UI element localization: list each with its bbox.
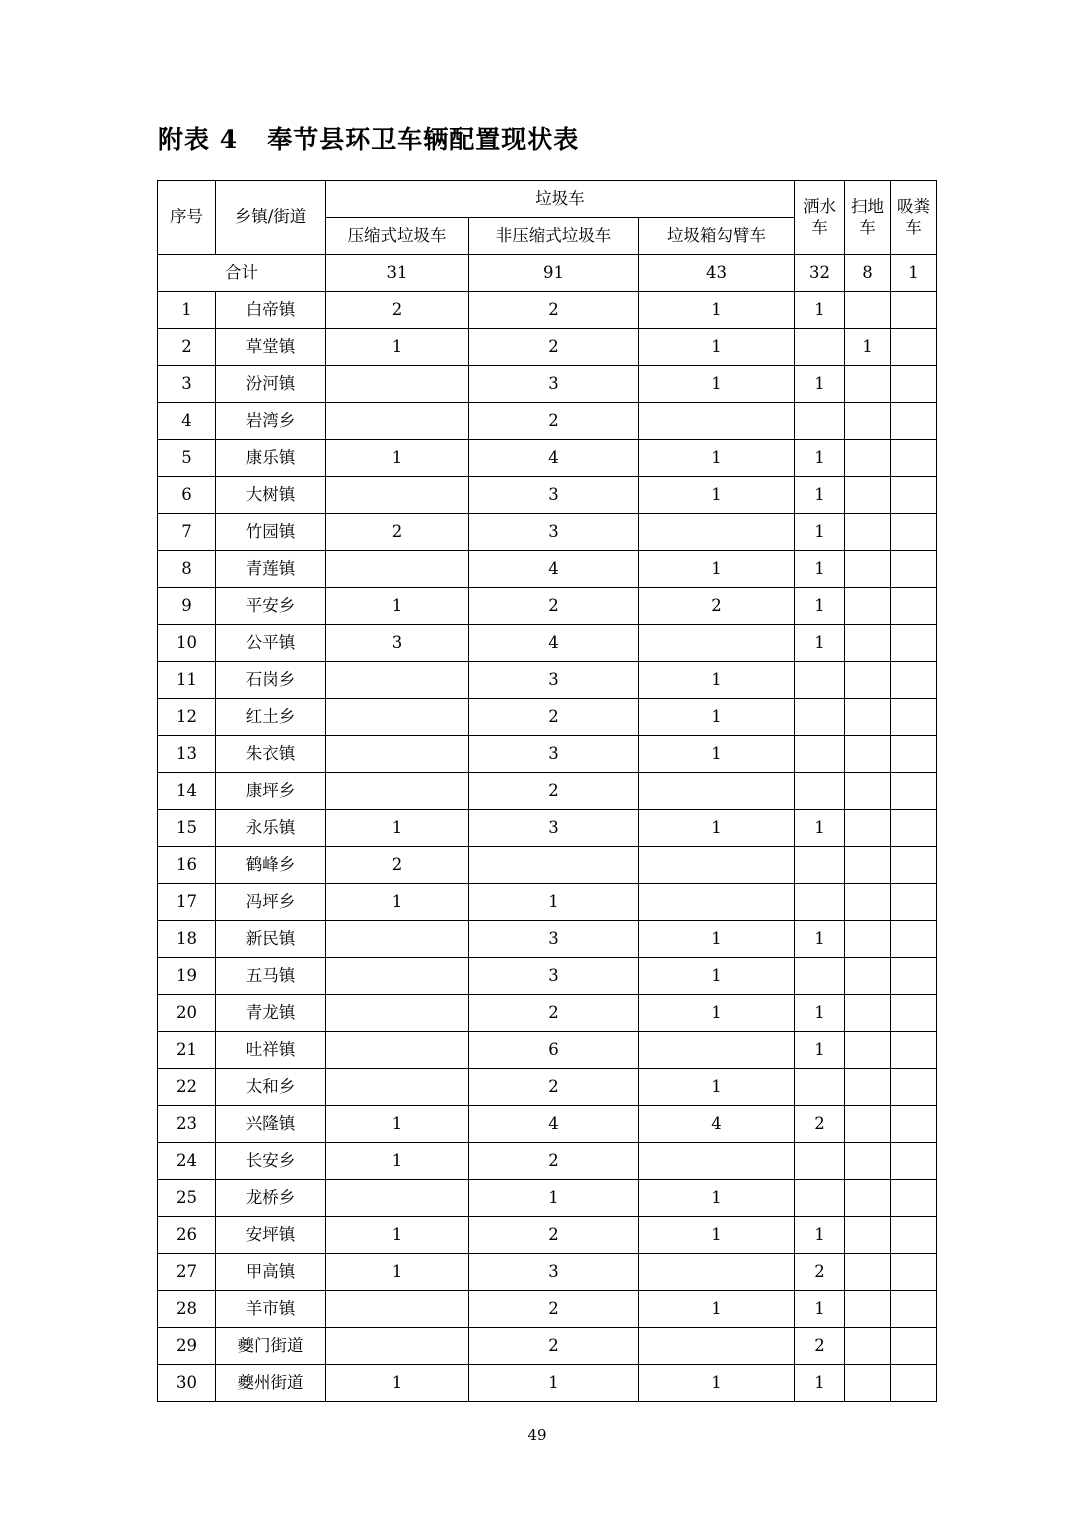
cell-hookarm [639, 1032, 795, 1069]
header-town: 乡镇/街道 [216, 181, 326, 255]
cell-noncompressed: 3 [469, 514, 639, 551]
cell-seq: 7 [158, 514, 216, 551]
cell-septic [891, 514, 937, 551]
table-row [158, 1069, 937, 1106]
cell-sweeper [845, 1254, 891, 1291]
cell-septic [891, 810, 937, 847]
table-row [158, 1143, 937, 1180]
cell-seq: 2 [158, 329, 216, 366]
total-sweeper: 8 [845, 255, 891, 292]
cell-septic [891, 773, 937, 810]
table-row [158, 1328, 937, 1365]
cell-septic [891, 736, 937, 773]
table-row [158, 292, 937, 329]
cell-seq: 30 [158, 1365, 216, 1402]
cell-water: 1 [795, 551, 845, 588]
cell-sweeper [845, 403, 891, 440]
cell-water: 1 [795, 995, 845, 1032]
cell-septic [891, 1106, 937, 1143]
cell-compressed [326, 921, 469, 958]
cell-sweeper: 1 [845, 329, 891, 366]
table-row [158, 1032, 937, 1069]
cell-water [795, 847, 845, 884]
cell-hookarm [639, 847, 795, 884]
cell-seq: 21 [158, 1032, 216, 1069]
header-sweeper-truck: 扫地车 [845, 181, 891, 255]
cell-compressed [326, 1032, 469, 1069]
table-row [158, 625, 937, 662]
cell-hookarm: 1 [639, 995, 795, 1032]
cell-hookarm: 1 [639, 440, 795, 477]
cell-water: 1 [795, 625, 845, 662]
cell-septic [891, 1217, 937, 1254]
cell-noncompressed: 4 [469, 440, 639, 477]
cell-septic [891, 1032, 937, 1069]
cell-town: 白帝镇 [216, 292, 326, 329]
cell-septic [891, 1291, 937, 1328]
cell-hookarm [639, 1254, 795, 1291]
cell-sweeper [845, 847, 891, 884]
cell-noncompressed: 3 [469, 958, 639, 995]
cell-hookarm [639, 884, 795, 921]
header-compressed-garbage-truck: 压缩式垃圾车 [326, 218, 469, 255]
cell-septic [891, 292, 937, 329]
cell-town: 红土乡 [216, 699, 326, 736]
cell-compressed: 1 [326, 810, 469, 847]
cell-town: 竹园镇 [216, 514, 326, 551]
cell-compressed [326, 1180, 469, 1217]
cell-septic [891, 921, 937, 958]
cell-town: 公平镇 [216, 625, 326, 662]
cell-compressed: 3 [326, 625, 469, 662]
cell-hookarm [639, 625, 795, 662]
cell-hookarm: 1 [639, 699, 795, 736]
cell-town: 岩湾乡 [216, 403, 326, 440]
cell-water: 1 [795, 477, 845, 514]
cell-seq: 29 [158, 1328, 216, 1365]
cell-water: 2 [795, 1106, 845, 1143]
cell-seq: 15 [158, 810, 216, 847]
cell-town: 冯坪乡 [216, 884, 326, 921]
cell-noncompressed: 2 [469, 773, 639, 810]
cell-water: 1 [795, 1291, 845, 1328]
cell-septic [891, 958, 937, 995]
cell-sweeper [845, 662, 891, 699]
cell-hookarm: 1 [639, 1180, 795, 1217]
cell-compressed [326, 1328, 469, 1365]
cell-noncompressed: 6 [469, 1032, 639, 1069]
cell-sweeper [845, 1180, 891, 1217]
cell-town: 五马镇 [216, 958, 326, 995]
cell-water [795, 1069, 845, 1106]
cell-sweeper [845, 884, 891, 921]
cell-compressed: 2 [326, 514, 469, 551]
cell-sweeper [845, 514, 891, 551]
cell-hookarm [639, 403, 795, 440]
cell-compressed: 1 [326, 588, 469, 625]
cell-water: 1 [795, 921, 845, 958]
header-septic-truck: 吸粪车 [891, 181, 937, 255]
page-number: 49 [527, 1426, 547, 1444]
table-row [158, 1217, 937, 1254]
table-header-row-1 [158, 181, 937, 218]
cell-sweeper [845, 292, 891, 329]
header-hook-arm-truck: 垃圾箱勾臂车 [639, 218, 795, 255]
cell-sweeper [845, 699, 891, 736]
table-row [158, 884, 937, 921]
cell-town: 安坪镇 [216, 1217, 326, 1254]
table-row [158, 995, 937, 1032]
cell-noncompressed: 2 [469, 1291, 639, 1328]
cell-noncompressed: 2 [469, 1217, 639, 1254]
table-row [158, 736, 937, 773]
cell-seq: 6 [158, 477, 216, 514]
cell-water [795, 403, 845, 440]
total-septic: 1 [891, 255, 937, 292]
cell-compressed [326, 403, 469, 440]
cell-septic [891, 995, 937, 1032]
cell-town: 鹤峰乡 [216, 847, 326, 884]
cell-noncompressed: 2 [469, 699, 639, 736]
cell-septic [891, 366, 937, 403]
table-row [158, 440, 937, 477]
cell-sweeper [845, 477, 891, 514]
cell-sweeper [845, 551, 891, 588]
cell-seq: 19 [158, 958, 216, 995]
cell-septic [891, 1365, 937, 1402]
table-row [158, 1365, 937, 1402]
cell-hookarm [639, 514, 795, 551]
cell-compressed [326, 551, 469, 588]
cell-sweeper [845, 1291, 891, 1328]
cell-noncompressed: 2 [469, 1143, 639, 1180]
cell-compressed: 1 [326, 440, 469, 477]
cell-septic [891, 551, 937, 588]
cell-town: 太和乡 [216, 1069, 326, 1106]
cell-hookarm: 1 [639, 736, 795, 773]
cell-town: 兴隆镇 [216, 1106, 326, 1143]
cell-septic [891, 477, 937, 514]
table-row [158, 1106, 937, 1143]
cell-hookarm [639, 1328, 795, 1365]
cell-septic [891, 1069, 937, 1106]
table-row [158, 958, 937, 995]
cell-septic [891, 662, 937, 699]
table-row [158, 514, 937, 551]
cell-compressed [326, 773, 469, 810]
cell-sweeper [845, 625, 891, 662]
cell-compressed [326, 699, 469, 736]
cell-hookarm: 1 [639, 292, 795, 329]
cell-sweeper [845, 588, 891, 625]
cell-seq: 14 [158, 773, 216, 810]
cell-water [795, 773, 845, 810]
cell-compressed: 1 [326, 1254, 469, 1291]
table-row [158, 551, 937, 588]
cell-water [795, 958, 845, 995]
table-row [158, 773, 937, 810]
cell-town: 石岗乡 [216, 662, 326, 699]
table-row [158, 921, 937, 958]
total-label: 合计 [158, 255, 326, 292]
cell-water: 1 [795, 366, 845, 403]
cell-town: 羊市镇 [216, 1291, 326, 1328]
cell-water: 1 [795, 810, 845, 847]
cell-hookarm: 1 [639, 366, 795, 403]
cell-sweeper [845, 1069, 891, 1106]
cell-town: 甲高镇 [216, 1254, 326, 1291]
cell-hookarm: 1 [639, 551, 795, 588]
header-seq: 序号 [158, 181, 216, 255]
cell-noncompressed: 3 [469, 736, 639, 773]
cell-hookarm: 4 [639, 1106, 795, 1143]
cell-sweeper [845, 1217, 891, 1254]
cell-compressed [326, 1069, 469, 1106]
cell-seq: 20 [158, 995, 216, 1032]
cell-sweeper [845, 1106, 891, 1143]
cell-seq: 13 [158, 736, 216, 773]
cell-town: 新民镇 [216, 921, 326, 958]
cell-water: 1 [795, 440, 845, 477]
cell-septic [891, 625, 937, 662]
cell-hookarm: 2 [639, 588, 795, 625]
cell-seq: 22 [158, 1069, 216, 1106]
cell-seq: 27 [158, 1254, 216, 1291]
cell-sweeper [845, 995, 891, 1032]
table-row [158, 810, 937, 847]
cell-compressed: 1 [326, 884, 469, 921]
cell-town: 康乐镇 [216, 440, 326, 477]
cell-seq: 16 [158, 847, 216, 884]
cell-septic [891, 884, 937, 921]
cell-water [795, 1143, 845, 1180]
cell-water: 1 [795, 514, 845, 551]
cell-septic [891, 1328, 937, 1365]
cell-septic [891, 699, 937, 736]
cell-sweeper [845, 921, 891, 958]
cell-town: 青龙镇 [216, 995, 326, 1032]
cell-noncompressed: 3 [469, 921, 639, 958]
cell-noncompressed: 3 [469, 1254, 639, 1291]
cell-noncompressed [469, 847, 639, 884]
cell-noncompressed: 3 [469, 662, 639, 699]
header-water-truck: 洒水车 [795, 181, 845, 255]
table-row [158, 1254, 937, 1291]
cell-compressed: 1 [326, 1143, 469, 1180]
cell-sweeper [845, 736, 891, 773]
cell-compressed [326, 995, 469, 1032]
cell-sweeper [845, 958, 891, 995]
cell-sweeper [845, 440, 891, 477]
cell-seq: 26 [158, 1217, 216, 1254]
cell-town: 康坪乡 [216, 773, 326, 810]
cell-seq: 12 [158, 699, 216, 736]
cell-water [795, 329, 845, 366]
cell-compressed: 1 [326, 329, 469, 366]
cell-water [795, 662, 845, 699]
table-row [158, 1180, 937, 1217]
cell-water: 1 [795, 1032, 845, 1069]
cell-seq: 10 [158, 625, 216, 662]
cell-town: 青莲镇 [216, 551, 326, 588]
cell-water [795, 736, 845, 773]
cell-noncompressed: 4 [469, 551, 639, 588]
table-row [158, 403, 937, 440]
cell-seq: 18 [158, 921, 216, 958]
cell-town: 大树镇 [216, 477, 326, 514]
total-compressed: 31 [326, 255, 469, 292]
cell-noncompressed: 3 [469, 477, 639, 514]
cell-water: 1 [795, 1217, 845, 1254]
total-noncompressed: 91 [469, 255, 639, 292]
cell-compressed: 1 [326, 1217, 469, 1254]
header-noncompressed-garbage-truck: 非压缩式垃圾车 [469, 218, 639, 255]
cell-town: 草堂镇 [216, 329, 326, 366]
cell-noncompressed: 2 [469, 1069, 639, 1106]
cell-town: 夔州街道 [216, 1365, 326, 1402]
cell-hookarm: 1 [639, 810, 795, 847]
cell-town: 吐祥镇 [216, 1032, 326, 1069]
table-header [158, 181, 937, 255]
cell-compressed: 2 [326, 292, 469, 329]
cell-hookarm: 1 [639, 477, 795, 514]
cell-noncompressed: 1 [469, 1365, 639, 1402]
table-row [158, 329, 937, 366]
cell-septic [891, 588, 937, 625]
cell-septic [891, 403, 937, 440]
cell-sweeper [845, 1365, 891, 1402]
cell-noncompressed: 1 [469, 884, 639, 921]
cell-seq: 28 [158, 1291, 216, 1328]
cell-compressed: 2 [326, 847, 469, 884]
cell-town: 龙桥乡 [216, 1180, 326, 1217]
cell-hookarm [639, 1143, 795, 1180]
cell-noncompressed: 3 [469, 366, 639, 403]
cell-sweeper [845, 1328, 891, 1365]
cell-noncompressed: 3 [469, 810, 639, 847]
cell-sweeper [845, 810, 891, 847]
cell-hookarm: 1 [639, 1365, 795, 1402]
cell-hookarm [639, 773, 795, 810]
cell-septic [891, 1143, 937, 1180]
cell-seq: 25 [158, 1180, 216, 1217]
cell-noncompressed: 2 [469, 403, 639, 440]
cell-seq: 23 [158, 1106, 216, 1143]
page-title: 附表 4 奉节县环卫车辆配置现状表 [158, 125, 580, 154]
cell-water: 1 [795, 1365, 845, 1402]
cell-town: 朱衣镇 [216, 736, 326, 773]
cell-seq: 4 [158, 403, 216, 440]
cell-town: 平安乡 [216, 588, 326, 625]
cell-septic [891, 847, 937, 884]
cell-sweeper [845, 1143, 891, 1180]
cell-town: 永乐镇 [216, 810, 326, 847]
cell-hookarm: 1 [639, 1217, 795, 1254]
cell-seq: 17 [158, 884, 216, 921]
cell-seq: 3 [158, 366, 216, 403]
cell-seq: 8 [158, 551, 216, 588]
table-row [158, 477, 937, 514]
cell-compressed [326, 1291, 469, 1328]
sanitation-vehicle-table [157, 180, 937, 1402]
cell-septic [891, 440, 937, 477]
cell-sweeper [845, 366, 891, 403]
cell-sweeper [845, 1032, 891, 1069]
table-row [158, 699, 937, 736]
cell-noncompressed: 2 [469, 1328, 639, 1365]
cell-noncompressed: 2 [469, 995, 639, 1032]
header-garbage-group: 垃圾车 [326, 181, 795, 218]
cell-water: 2 [795, 1328, 845, 1365]
table-row [158, 366, 937, 403]
cell-hookarm: 1 [639, 921, 795, 958]
cell-septic [891, 1180, 937, 1217]
cell-seq: 24 [158, 1143, 216, 1180]
cell-town: 汾河镇 [216, 366, 326, 403]
table-row [158, 847, 937, 884]
table-row [158, 1291, 937, 1328]
total-water: 32 [795, 255, 845, 292]
cell-noncompressed: 2 [469, 329, 639, 366]
cell-hookarm: 1 [639, 329, 795, 366]
cell-hookarm: 1 [639, 1291, 795, 1328]
cell-water: 1 [795, 292, 845, 329]
cell-seq: 1 [158, 292, 216, 329]
cell-seq: 11 [158, 662, 216, 699]
cell-noncompressed: 4 [469, 625, 639, 662]
table-row-total [158, 255, 937, 292]
cell-sweeper [845, 773, 891, 810]
cell-septic [891, 1254, 937, 1291]
cell-hookarm: 1 [639, 662, 795, 699]
cell-noncompressed: 2 [469, 292, 639, 329]
table-row [158, 588, 937, 625]
cell-septic [891, 329, 937, 366]
cell-water [795, 1180, 845, 1217]
cell-town: 长安乡 [216, 1143, 326, 1180]
cell-compressed [326, 366, 469, 403]
cell-seq: 5 [158, 440, 216, 477]
cell-hookarm: 1 [639, 1069, 795, 1106]
cell-compressed [326, 662, 469, 699]
cell-compressed: 1 [326, 1106, 469, 1143]
cell-compressed [326, 477, 469, 514]
cell-seq: 9 [158, 588, 216, 625]
table-body [158, 255, 937, 1402]
cell-compressed [326, 736, 469, 773]
cell-water: 1 [795, 588, 845, 625]
total-hookarm: 43 [639, 255, 795, 292]
table-row [158, 662, 937, 699]
cell-water: 2 [795, 1254, 845, 1291]
cell-compressed: 1 [326, 1365, 469, 1402]
cell-hookarm: 1 [639, 958, 795, 995]
cell-noncompressed: 1 [469, 1180, 639, 1217]
cell-compressed [326, 958, 469, 995]
cell-noncompressed: 4 [469, 1106, 639, 1143]
cell-noncompressed: 2 [469, 588, 639, 625]
cell-town: 夔门街道 [216, 1328, 326, 1365]
cell-water [795, 884, 845, 921]
cell-water [795, 699, 845, 736]
